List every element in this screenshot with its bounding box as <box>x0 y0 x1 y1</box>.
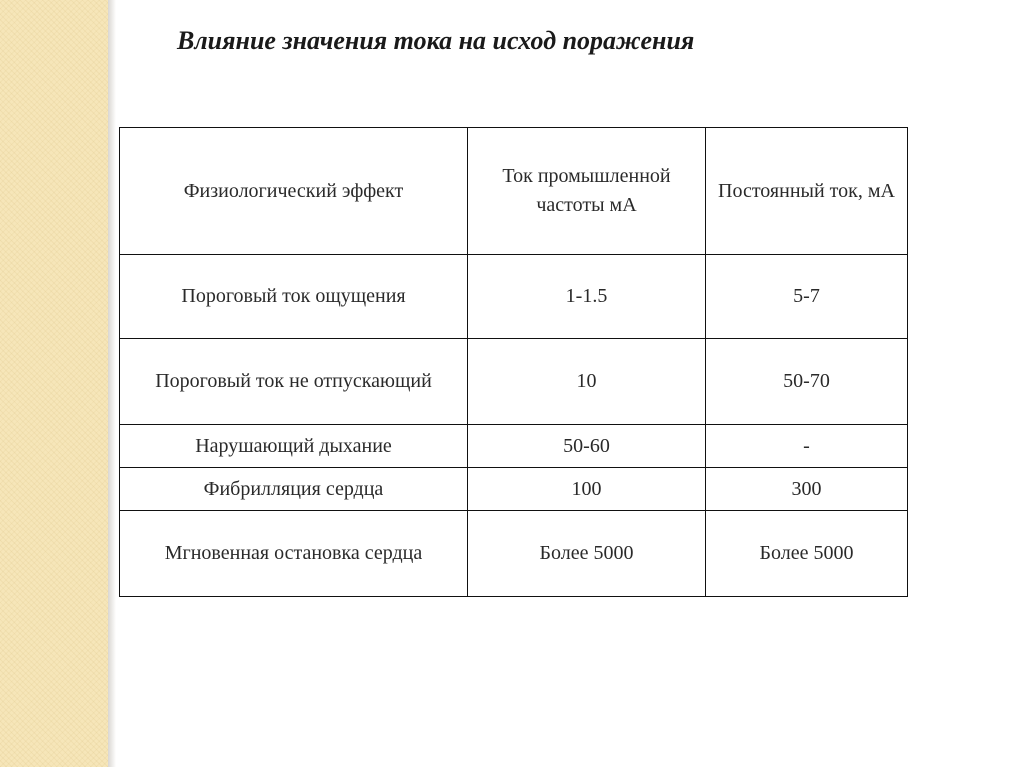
current-effect-table <box>119 127 908 597</box>
header-effect: Физиологический эффект <box>120 128 468 255</box>
table-row <box>120 511 908 597</box>
cell-direct: 50-70 <box>706 339 908 425</box>
cell-effect: Нарушающий дыхание <box>120 425 468 468</box>
cell-direct: - <box>706 425 908 468</box>
side-strip-shadow <box>108 0 116 767</box>
decorative-side-strip <box>0 0 108 767</box>
cell-direct: 300 <box>706 468 908 511</box>
cell-industrial: Более 5000 <box>468 511 706 597</box>
table-row <box>120 468 908 511</box>
table-row <box>120 339 908 425</box>
cell-industrial: 100 <box>468 468 706 511</box>
cell-effect: Пороговый ток не отпускающий <box>120 339 468 425</box>
table-header-row <box>120 128 908 255</box>
cell-effect: Фибрилляция сердца <box>120 468 468 511</box>
header-industrial-current: Ток промышленной частоты мА <box>468 128 706 255</box>
cell-direct: 5-7 <box>706 255 908 339</box>
cell-effect: Пороговый ток ощущения <box>120 255 468 339</box>
cell-direct: Более 5000 <box>706 511 908 597</box>
cell-industrial: 10 <box>468 339 706 425</box>
cell-industrial: 1-1.5 <box>468 255 706 339</box>
cell-industrial: 50-60 <box>468 425 706 468</box>
cell-effect: Мгновенная остановка сердца <box>120 511 468 597</box>
slide-title: Влияние значения тока на исход поражения <box>177 26 695 55</box>
table-row <box>120 255 908 339</box>
table-row <box>120 425 908 468</box>
header-direct-current: Постоянный ток, мА <box>706 128 908 255</box>
